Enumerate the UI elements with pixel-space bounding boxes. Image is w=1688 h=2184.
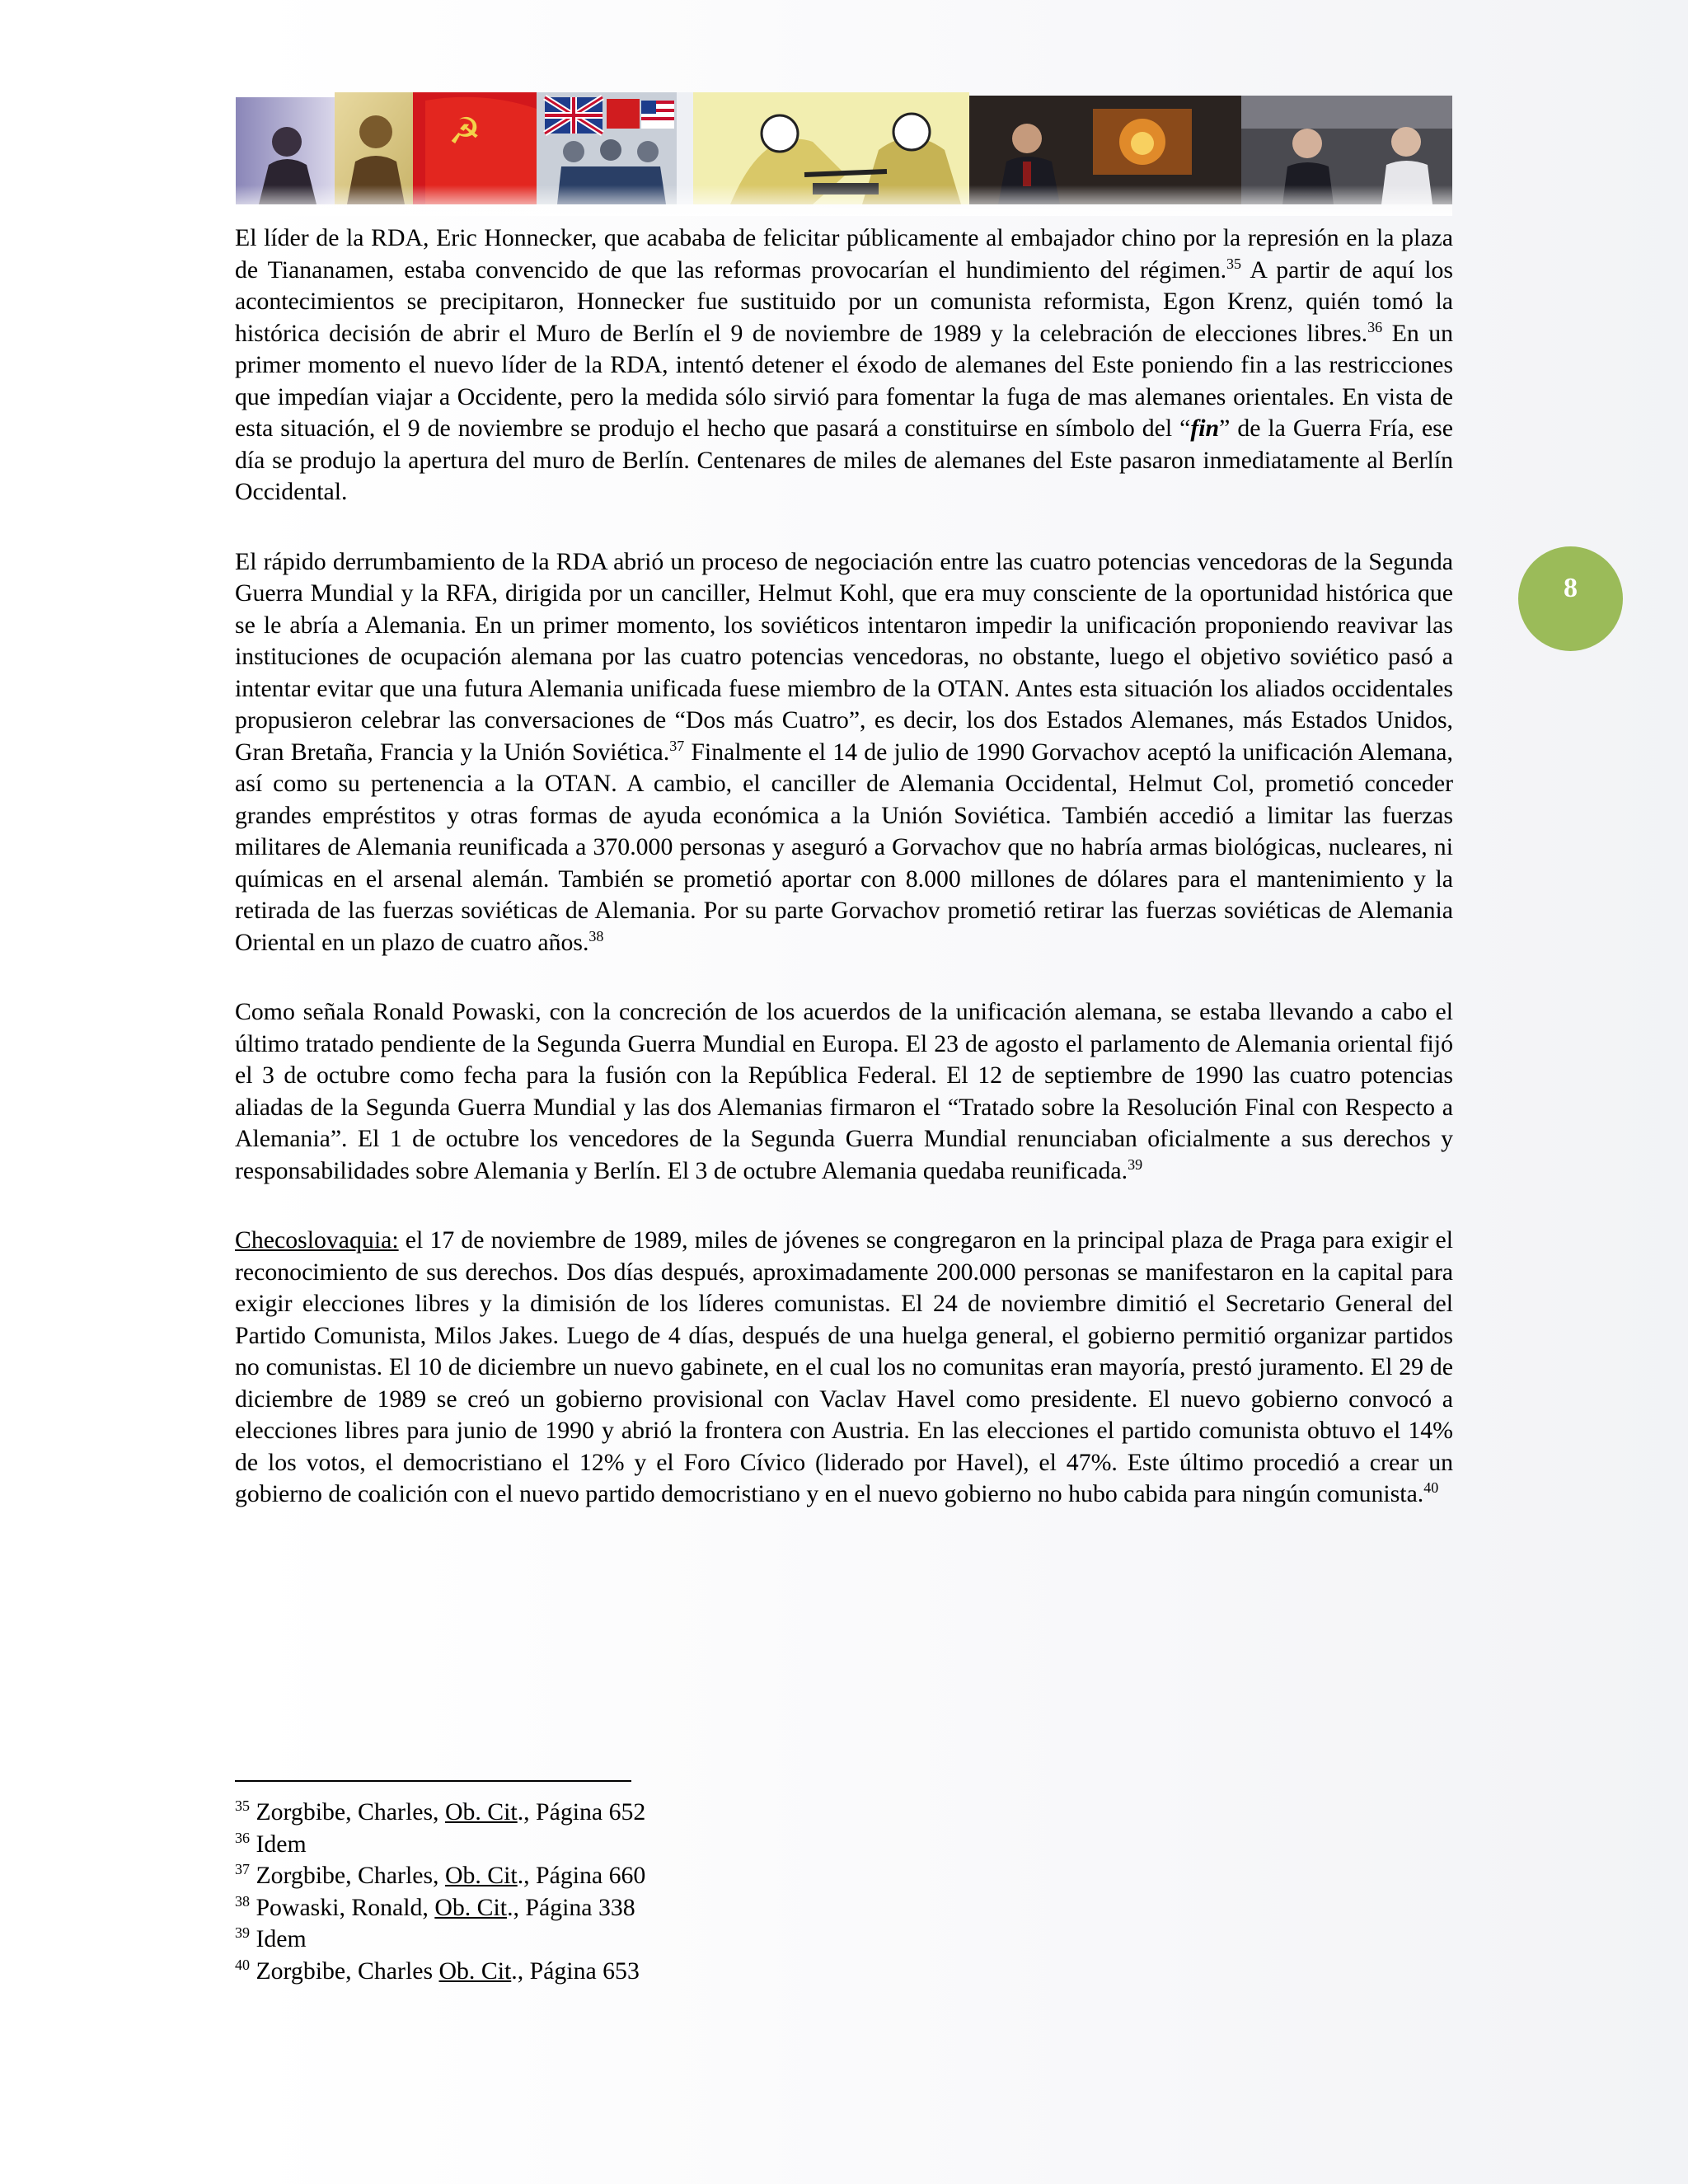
paragraph-text: El líder de la RDA, Eric Honnecker, que acababa de felicitar públicamente al embajador chino por la represión en la plaza de Tiananamen, estaba convencido de que las reformas provocarían el hundimiento del régimen. <box>235 224 1453 284</box>
footnote-ref-38[interactable]: 38 <box>588 927 604 944</box>
footnote-ref-37[interactable]: 37 <box>669 737 685 754</box>
footnote-separator <box>235 1780 631 1782</box>
footnote-page: ., Página 653 <box>511 1957 640 1985</box>
footnote-39 <box>235 1924 977 1956</box>
paragraph-text: En un primer momento el nuevo líder de la RDA, intentó detener el éxodo de alemanes del Este poniendo fin a las restricciones que impedían viajar a Occidente, pero la medida sólo sirvió para fomentar la fuga de mas alemanes orientales. En vista de esta situación, el 9 de noviembre se produjo el hecho que pasará a constituirse en símbolo del “ <box>235 319 1454 442</box>
paragraph-text: ” de la Guerra Fría, ese día se produjo la apertura del muro de Berlín. Centenares de miles de alemanes del Este pasaron inmediatamente al Berlín Occidental. <box>235 415 1454 505</box>
paragraph-text: el 17 de noviembre de 1989, miles de jóvenes se congregaron en la principal plaza de Praga para exigir el reconocimiento de sus derechos. Dos días después, aproximadamente 200.000 personas se manifestaron en la capital para exigir elecciones libres y la dimisión de los líderes comunistas. El 24 de noviembre dimitió el Secretario General del Partido Comunista, Milos Jakes. Luego de 4 días, después de una huelga general, el gobierno permitió organizar partidos no comunistas. El 10 de diciembre un nuevo gabinete, en el cual los no comunitas eran mayoría, prestó juramento. El 29 de diciembre de 1989 se creó un gobierno provisional con Vaclav Havel como presidente. El nuevo gobierno convocó a elecciones libres para junio de 1990 y abrió la frontera con Austria. En las elecciones el partido comunista obtuvo el 14% de los votos, el democristiano el 12% y el Foro Cívico (liderado por Havel), el 47%. Este último procedió a crear un gobierno de coalición con el nuevo partido democristiano y en el nuevo gobierno no hubo cabida para ningún comunista. <box>235 1226 1453 1507</box>
footnote-37 <box>235 1860 977 1892</box>
footnote-number: 39 <box>235 1924 250 1941</box>
footnote-author: Powaski, Ronald, <box>256 1893 435 1921</box>
footnote-page: ., Página 652 <box>517 1798 646 1825</box>
paragraph-powaski-treaty <box>235 996 1453 1187</box>
main-content <box>235 223 1453 1511</box>
emphasis-fin: fin <box>1190 415 1220 442</box>
footnote-page: ., Página 338 <box>507 1893 635 1921</box>
paragraph-reunification-negotiation <box>235 546 1453 959</box>
page-number: 8 <box>1564 572 1578 603</box>
footnote-number: 37 <box>235 1861 250 1877</box>
footnote-number: 36 <box>235 1829 250 1846</box>
section-label-czechoslovakia: Checoslovaquia: <box>235 1226 399 1254</box>
paragraph-text: Finalmente el 14 de julio de 1990 Gorvachov aceptó la unificación Alemana, así como su pertenencia a la OTAN. A cambio, el canciller de Alemania Occidental, Helmut Col, prometió conceder grandes empréstitos y otras formas de ayuda económica a la Unión Soviética. También accedió a limitar las fuerzas militares de Alemania reunificada a 370.000 personas y aseguró a Gorvachov que no habría armas biológicas, nucleares, ni químicas en el arsenal alemán. También se prometió aportar con 8.000 millones de dólares para el mantenimiento y la retirada de las fuerzas soviéticas de Alemania. Por su parte Gorvachov prometió retirar las fuerzas soviéticas de Alemania Oriental en un plazo de cuatro años. <box>235 738 1453 956</box>
footnote-ref-35[interactable]: 35 <box>1226 255 1242 272</box>
footnote-ref-39[interactable]: 39 <box>1128 1155 1143 1173</box>
footnote-number: 35 <box>235 1797 250 1814</box>
footnote-ref-40[interactable]: 40 <box>1423 1479 1439 1496</box>
footnote-page: ., Página 660 <box>517 1862 646 1889</box>
footnote-author: Zorgbibe, Charles, <box>256 1798 445 1825</box>
footnote-40 <box>235 1956 977 1988</box>
paragraph-text: A partir de aquí los acontecimientos se precipitaron, Honnecker fue sustituido por un comunista reformista, Egon Krenz, quién tomó la histórica decisión de abrir el Muro de Berlín el 9 de noviembre de 1989 y la celebración de elecciones libres. <box>235 255 1453 347</box>
footnote-36 <box>235 1829 977 1861</box>
footnote-author: Idem <box>256 1925 307 1952</box>
footnote-38 <box>235 1892 977 1924</box>
cold-war-collage-banner-icon <box>236 92 1452 216</box>
footnote-ob-cit: Ob. Cit <box>438 1957 512 1985</box>
paragraph-czechoslovakia <box>235 1225 1453 1511</box>
footnote-ref-36[interactable]: 36 <box>1367 318 1383 335</box>
footnote-ob-cit: Ob. Cit <box>444 1798 518 1825</box>
footnote-35 <box>235 1797 977 1829</box>
paragraph-text: Como señala Ronald Powaski, con la concreción de los acuerdos de la unificación alemana, se estaba llevando a cabo el último tratado pendiente de la Segunda Guerra Mundial en Europa. El 23 de agosto el parlamento de Alemania oriental fijó el 3 de octubre como fecha para la fusión con la República Federal. El 12 de septiembre de 1990 las cuatro potencias aliadas de la Segunda Guerra Mundial y las dos Alemanias firmaron el “Tratado sobre la Resolución Final con Respecto a Alemania”. El 1 de octubre los vencedores de la Segunda Guerra Mundial renunciaban oficialmente a sus derechos y responsabilidades sobre Alemania y Berlín. El 3 de octubre Alemania quedaba reunificada. <box>235 998 1453 1184</box>
footnote-ob-cit: Ob. Cit <box>444 1862 518 1889</box>
footnote-author: Idem <box>256 1830 307 1858</box>
footnote-number: 38 <box>235 1892 250 1910</box>
footnotes-section <box>235 1780 977 1987</box>
footnote-author: Zorgbibe, Charles <box>256 1957 439 1985</box>
footnote-ob-cit: Ob. Cit <box>434 1893 508 1921</box>
paragraph-rda-collapse <box>235 223 1453 509</box>
footnote-author: Zorgbibe, Charles, <box>256 1862 445 1889</box>
paragraph-text: El rápido derrumbamiento de la RDA abrió un proceso de negociación entre las cuatro potencias vencedoras de la Segunda Guerra Mundial y la RFA, dirigida por un canciller, Helmut Kohl, que era muy consciente de la oportunidad histórica que se le abría a Alemania. En un primer momento, los soviéticos intentaron impedir la unificación proponiendo reavivar las instituciones de ocupación alemana por las cuatro potencias vencedoras, no obstante, luego el objetivo soviético pasó a intentar evitar que una futura Alemania unificada fuese miembro de la OTAN. Antes esta situación los aliados occidentales propusieron celebrar las conversaciones de “Dos más Cuatro”, es decir, los dos Estados Alemanes, más Estados Unidos, Gran Bretaña, Francia y la Unión Soviética. <box>235 547 1453 766</box>
footnote-number: 40 <box>235 1956 250 1973</box>
page-number-badge <box>1518 546 1623 651</box>
